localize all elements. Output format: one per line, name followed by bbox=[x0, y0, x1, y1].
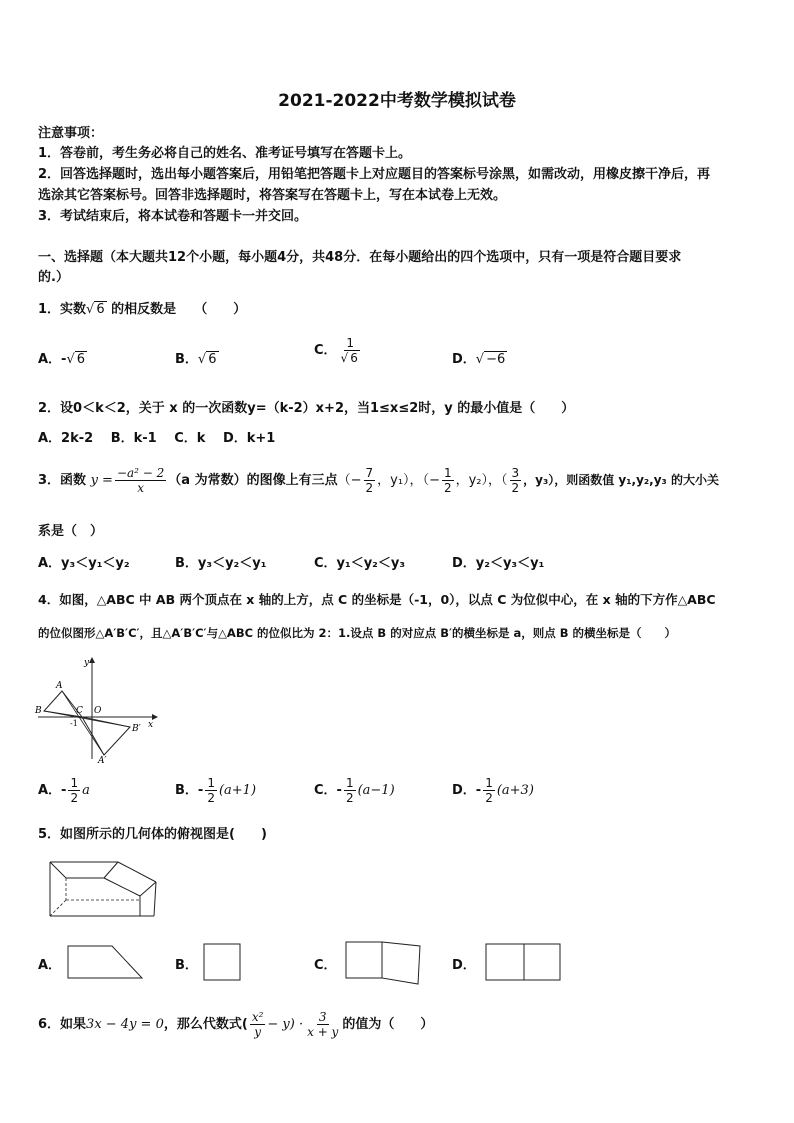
question-5: 5．如图所示的几何体的俯视图是( ) bbox=[38, 827, 267, 842]
q4-option-d: D．- $\frac{1}{2}$ (a+3) bbox=[452, 776, 534, 805]
q4-coordinate-figure bbox=[34, 655, 164, 765]
label-a: A bbox=[56, 681, 63, 691]
label-a-prime: A′ bbox=[98, 756, 107, 766]
q4-option-b: B．- $\frac{1}{2}$ (a+1) bbox=[175, 776, 257, 805]
segment-b-to-b-prime bbox=[44, 711, 130, 727]
q5-option-b-figure bbox=[202, 942, 242, 982]
q3-option-c: C．y₁＜y₂＜y₃ bbox=[314, 556, 406, 571]
q4-option-c: C．- $\frac{1}{2}$ (a−1) bbox=[314, 776, 395, 805]
q3-option-d: D．y₂＜y₃＜y₁ bbox=[452, 556, 545, 571]
q1-option-d: D．√ −6 bbox=[452, 352, 506, 367]
question-6: 6．如果3x − 4y = 0，那么代数式( $\frac{\text{x²}}{y}$ − y) · $\frac{3}{x + y}$ 的值为（ ） bbox=[38, 1010, 434, 1039]
label-x: x bbox=[148, 720, 154, 730]
q5-solid-figure bbox=[46, 852, 166, 922]
q5-option-d-figure bbox=[484, 942, 564, 982]
q5-option-d-label: D． bbox=[452, 958, 476, 973]
q5-option-b-label: B． bbox=[175, 958, 198, 973]
label-y: y bbox=[84, 658, 90, 668]
label-c: C bbox=[76, 706, 83, 716]
question-2: 2．设0＜k＜2，关于 x 的一次函数y=（k-2）x+2，当1≤x≤2时，y 的最小值是（ ） bbox=[38, 401, 575, 416]
question-4: 4．如图，△ABC 中 AB 两个顶点在 x 轴的上方，点 C 的坐标是（-1，0），以点 C 为位似中心，在 x 轴的下方作△ABC bbox=[38, 592, 716, 607]
label-minus-one: -1 bbox=[70, 719, 78, 728]
q1-option-c: C． $\frac{1}{√ 6}$ bbox=[314, 336, 358, 365]
question-1: 1．实数√ 6 的相反数是 （ ） bbox=[38, 302, 247, 317]
notice-heading: 注意事项： bbox=[38, 126, 104, 141]
q2-options: A．2k-2 B．k-1 C．k D．k+1 bbox=[38, 431, 276, 446]
q3-option-b: B．y₃＜y₂＜y₁ bbox=[175, 556, 267, 571]
question-4-cont: 的位似图形△A′B′C′，且△A′B′C′与△ABC 的位似比为 2：1.设点 B 的对应点 B′的横坐标是 a，则点 B 的横坐标是（ ） bbox=[38, 626, 677, 640]
q1-option-b: B．√ 6 bbox=[175, 352, 217, 367]
q5-option-a-label: A． bbox=[38, 958, 62, 973]
notice-item-2-cont: 选涂其它答案标号。回答非选择题时，将答案写在答题卡上，写在本试卷上无效。 bbox=[38, 188, 507, 203]
q1-option-a: A．-√ 6 bbox=[38, 352, 86, 367]
label-b-prime: B′ bbox=[132, 724, 141, 734]
question-3-cont: 系是（ ） bbox=[38, 524, 104, 539]
q3-option-a: A．y₃＜y₁＜y₂ bbox=[38, 556, 130, 571]
label-o: O bbox=[94, 706, 102, 716]
notice-item-2: 2．回答选择题时，选出每小题答案后，用铅笔把答题卡上对应题目的答案标号涂黑，如需改动，用橡皮擦干净后，再 bbox=[38, 167, 711, 182]
question-3: 3．函数 y = $\frac{\text{−a² − 2}}{x}$ （a 为常数）的图像上有三点（− $\frac{7}{2}$ ，y₁），（− $\frac{1}{2}$ ，y₂），（ $\frac{3}{2}$ ，y₃），则函数值 y₁,y₂,y₃ 的大小关 bbox=[38, 466, 719, 495]
q5-option-c-figure bbox=[344, 940, 424, 986]
q5-option-c-label: C． bbox=[314, 958, 337, 973]
q4-option-a: A．- $\frac{1}{2}$ a bbox=[38, 776, 90, 805]
label-b: B bbox=[35, 706, 42, 716]
q5-option-a-figure bbox=[64, 942, 144, 982]
page-title: 2021-2022中考数学模拟试卷 bbox=[278, 91, 516, 111]
notice-item-3: 3．考试结束后，将本试卷和答题卡一并交回。 bbox=[38, 209, 308, 224]
segment-a-to-a-prime bbox=[62, 691, 104, 755]
section-1-heading-cont: 的.） bbox=[38, 270, 69, 285]
section-1-heading: 一、选择题（本大题共12个小题，每小题4分，共48分．在每小题给出的四个选项中，只有一项是符合题目要求 bbox=[38, 250, 682, 265]
notice-item-1: 1．答卷前，考生务必将自己的姓名、准考证号填写在答题卡上。 bbox=[38, 146, 412, 161]
y-axis-arrow-icon bbox=[89, 657, 95, 663]
